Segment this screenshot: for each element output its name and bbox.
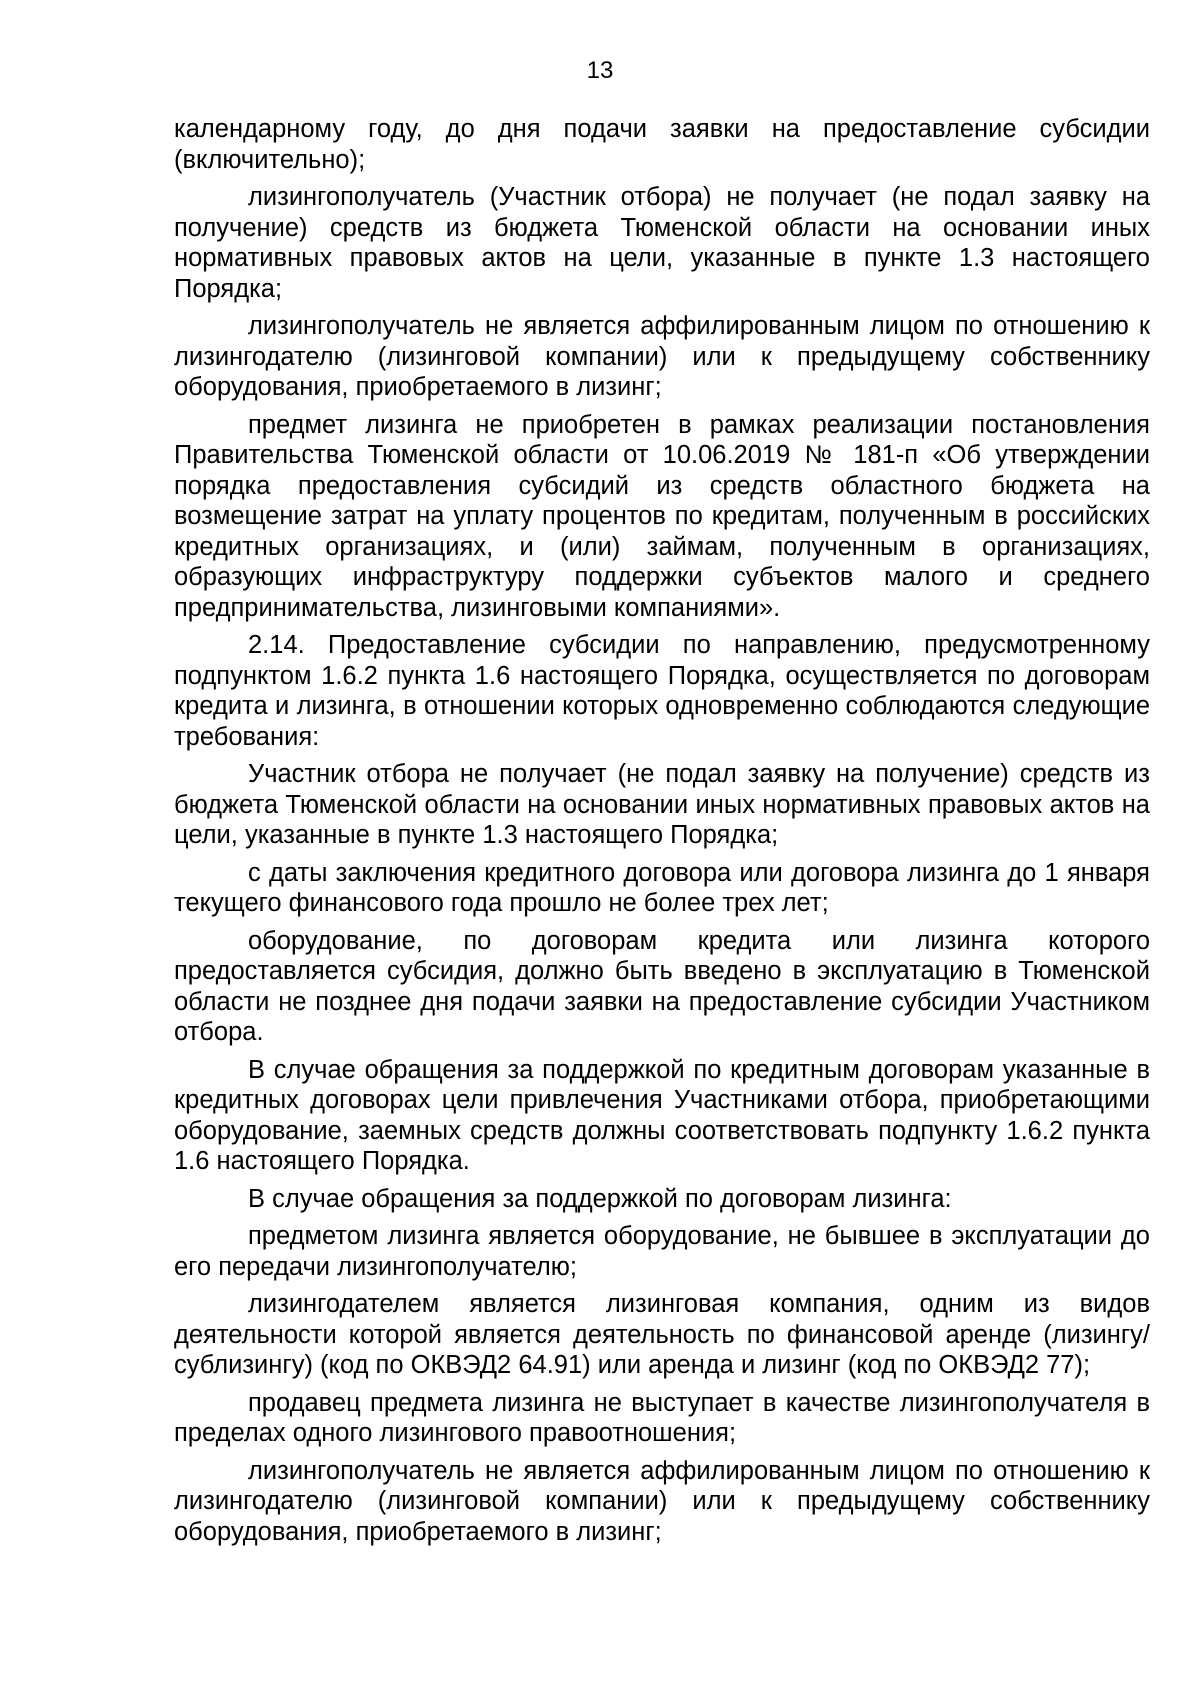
paragraph: лизингодателем является лизинговая компания, одним из видов деятельности которой является деятельность по финансовой аренде (лизингу/сублизингу) (код по ОКВЭД2 64.91) или аренда и лизинг (код по ОКВЭД2 77); [174, 1290, 1150, 1379]
paragraph: календарному году, до дня подачи заявки на предоставление субсидии (включительно); [174, 115, 1150, 174]
page-number: 13 [586, 57, 614, 84]
paragraph: предметом лизинга является оборудование, не бывшее в эксплуатации до его передачи лизингополучателю; [174, 1222, 1150, 1281]
paragraph: с даты заключения кредитного договора или договора лизинга до 1 января текущего финансового года прошло не более трех лет; [174, 858, 1150, 917]
paragraph: Участник отбора не получает (не подал заявку на получение) средств из бюджета Тюменской области на основании иных нормативных правовых актов на цели, указанные в пункте 1.3 настоящего Порядка; [174, 760, 1150, 849]
document-body [174, 114, 1150, 1554]
paragraph: лизингополучатель не является аффилированным лицом по отношению к лизингодателю (лизинговой компании) или к предыдущему собственнику оборудования, приобретаемого в лизинг; [174, 1456, 1150, 1546]
paragraph: В случае обращения за поддержкой по кредитным договорам указанные в кредитных договорах цели привлечения Участниками отбора, приобретающими оборудование, заемных средств должны соответствовать подпункту 1.6.2 пункта 1.6 настоящего Порядка. [174, 1055, 1150, 1175]
paragraph: продавец предмета лизинга не выступает в качестве лизингополучателя в пределах одного лизингового правоотношения; [174, 1388, 1150, 1447]
paragraph: лизингополучатель (Участник отбора) не получает (не подал заявку на получение) средств из бюджета Тюменской области на основании иных нормативных правовых актов на цели, указанные в пункте 1.3 настоящего Порядка; [174, 183, 1150, 303]
paragraph: В случае обращения за поддержкой по договорам лизинга: [248, 1184, 952, 1213]
paragraph: оборудование, по договорам кредита или лизинга которого предоставляется субсидия, должно быть введено в эксплуатацию в Тюменской области не позднее дня подачи заявки на предоставление субсидии Участником отбора. [174, 926, 1150, 1046]
paragraph: предмет лизинга не приобретен в рамках реализации постановления Правительства Тюменской области от 10.06.2019 № 181-п «Об утверждении порядка предоставления субсидий из средств областного бюджета на возмещение затрат на уплату процентов по кредитам, полученным в российских кредитных организациях, и (или) займам, полученным в организациях, образующих инфраструктуру поддержки субъектов малого и среднего предпринимательства, лизинговыми компаниями». [174, 410, 1150, 622]
paragraph: лизингополучатель не является аффилированным лицом по отношению к лизингодателю (лизинговой компании) или к предыдущему собственнику оборудования, приобретаемого в лизинг; [174, 312, 1150, 401]
paragraph-section-2-14: 2.14. Предоставление субсидии по направлению, предусмотренному подпунктом 1.6.2 пункта 1.6 настоящего Порядка, осуществляется по договорам кредита и лизинга, в отношении которых одновременно соблюдаются следующие требования: [174, 631, 1150, 751]
